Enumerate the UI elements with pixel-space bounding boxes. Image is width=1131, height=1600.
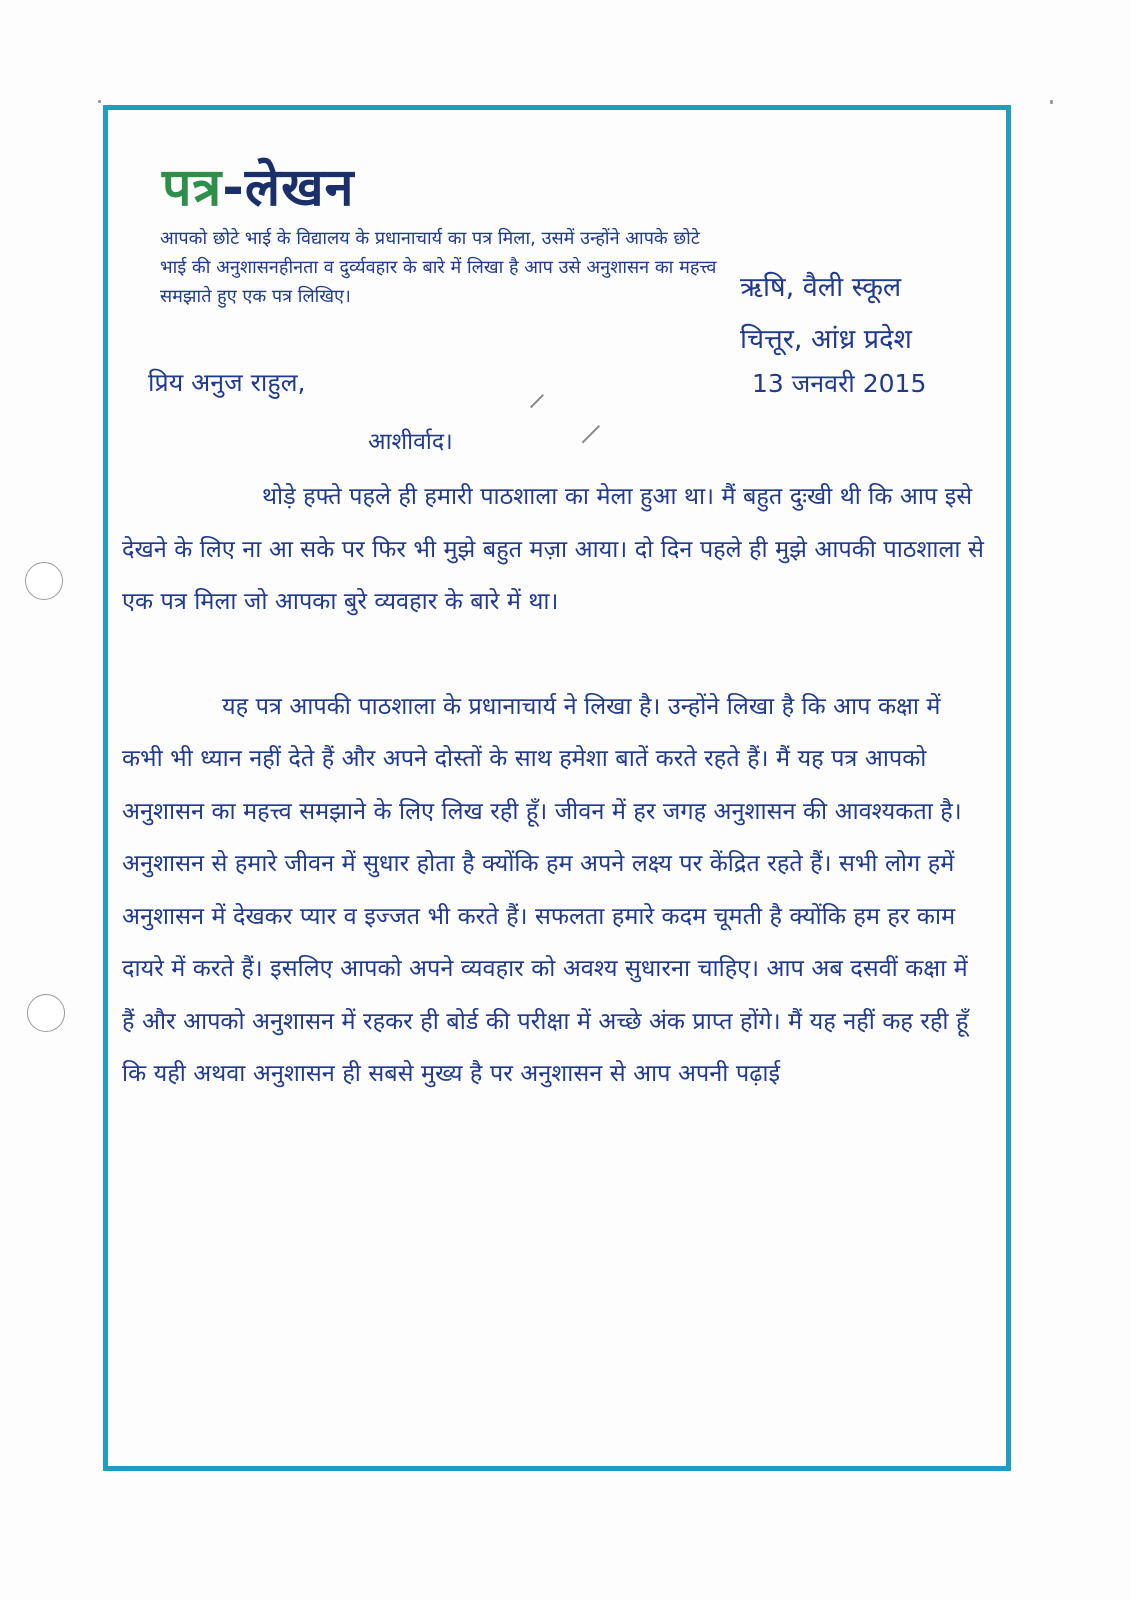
- sender-address-line: चित्तूर, आंध्र प्रदेश: [740, 324, 912, 355]
- paper-speck: [1050, 100, 1053, 104]
- paper-speck: [98, 100, 101, 103]
- page-title: [162, 150, 354, 221]
- salutation: प्रिय अनुज राहुल,: [148, 368, 306, 397]
- body-paragraph: यह पत्र आपकी पाठशाला के प्रधानाचार्य ने लिखा है। उन्होंने लिखा है कि आप कक्षा में कभी भी ध्यान नहीं देते हैं और अपने दोस्तों के साथ हमेशा बातें करते रहते हैं। मैं यह पत्र आपको अनुशासन का महत्त्व समझाने के लिए लिख रही हूँ। जीवन में हर जगह अनुशासन की आवश्यकता है। अनुशासन से हमारे जीवन में सुधार होता है क्योंकि हम अपने लक्ष्य पर केंद्रित रहते हैं। सभी लोग हमें अनुशासन में देखकर प्यार व इज्जत भी करते हैं। सफलता हमारे कदम चूमती है क्योंकि हम हर काम दायरे में करते हैं। इसलिए आपको अपने व्यवहार को अवश्य सुधारना चाहिए। आप अब दसवीं कक्षा में हैं और आपको अनुशासन में रहकर ही बोर्ड की परीक्षा में अच्छे अंक प्राप्त होंगे। मैं यह नहीं कह रही हूँ कि यही अथवा अनुशासन ही सबसे मुख्य है पर अनुशासन से आप अपनी पढ़ाई: [122, 691, 969, 1087]
- sender-address: [740, 262, 1000, 366]
- letter-body: [122, 470, 987, 1100]
- letter-date: 13 जनवरी 2015: [752, 369, 927, 398]
- question-prompt: आपको छोटे भाई के विद्यालय के प्रधानाचार्य का पत्र मिला, उसमें उन्होंने आपके छोटे भाई की अनुशासनहीनता व दुर्व्यवहार के बारे में लिखा है आप उसे अनुशासन का महत्त्व समझाते हुए एक पत्र लिखिए।: [160, 228, 717, 307]
- blessing: आशीर्वाद।: [368, 429, 453, 455]
- title-word-patra: पत्र: [162, 158, 223, 218]
- sender-address-line: ऋषि, वैली स्कूल: [740, 272, 902, 303]
- punch-hole: [25, 562, 63, 600]
- punch-hole: [27, 994, 65, 1032]
- body-paragraph: थोड़े हफ्ते पहले ही हमारी पाठशाला का मेला हुआ था। मैं बहुत दुःखी थी कि आप इसे देखने के लिए ना आ सके पर फिर भी मुझे बहुत मज़ा आया। दो दिन पहले ही मुझे आपकी पाठशाला से एक पत्र मिला जो आपका बुरे व्यवहार के बारे में था।: [122, 482, 984, 615]
- title-word-lekhan: -लेखन: [222, 158, 355, 218]
